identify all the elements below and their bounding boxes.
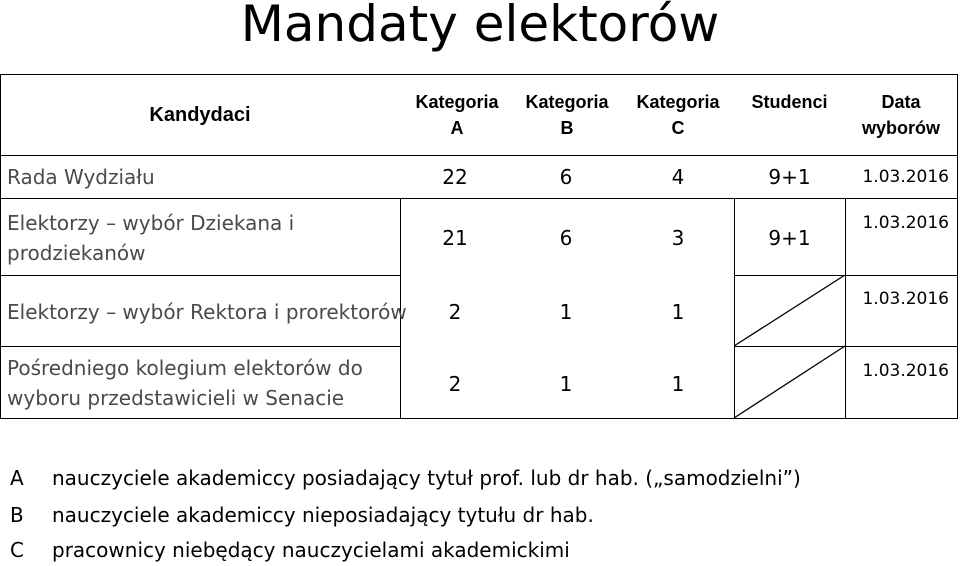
row4-kategoria-a: 2 bbox=[448, 372, 462, 396]
legend-text: nauczyciele akademiccy nieposiadający tytułu dr hab. bbox=[52, 503, 594, 527]
row2-kategoria-c: 3 bbox=[671, 226, 685, 250]
header-kategoria-c: Kategoria C bbox=[636, 91, 720, 138]
page-title: Mandaty elektorów bbox=[240, 0, 720, 53]
row1-kategoria-a: 22 bbox=[442, 164, 468, 189]
row4-kategoria-c: 1 bbox=[671, 372, 685, 396]
header-data-wyborow: Data wyborów bbox=[861, 91, 940, 138]
legend-key: B bbox=[10, 503, 24, 527]
row1-studenci: 9+1 bbox=[768, 164, 811, 189]
header-studenci: Studenci bbox=[751, 91, 828, 112]
row4-date: 1.03.2016 bbox=[862, 361, 949, 381]
header-kandydaci: Kandydaci bbox=[149, 103, 251, 126]
row-label-rada-wydzialu: Rada Wydziału bbox=[7, 164, 155, 189]
row3-kategoria-a: 2 bbox=[448, 300, 462, 324]
header-kategoria-a: Kategoria A bbox=[415, 91, 499, 138]
legend-key: C bbox=[10, 538, 24, 562]
legend-key: A bbox=[10, 466, 24, 490]
studenci-not-applicable-marks bbox=[734, 275, 846, 419]
table-rule-row3-label bbox=[0, 346, 400, 347]
row2-studenci: 9+1 bbox=[768, 226, 811, 250]
row3-kategoria-c: 1 bbox=[671, 300, 685, 324]
diagonal-strike-row3 bbox=[734, 275, 845, 346]
row2-date: 1.03.2016 bbox=[862, 213, 949, 233]
row1-kategoria-b: 6 bbox=[559, 164, 573, 189]
row4-kategoria-b: 1 bbox=[559, 372, 573, 396]
row-label-elektorzy-dziekan: Elektorzy – wybór Dziekana i prodziekanów bbox=[7, 210, 295, 265]
diagonal-strike-row4 bbox=[734, 346, 845, 418]
row2-kategoria-b: 6 bbox=[559, 226, 573, 250]
row1-date: 1.03.2016 bbox=[862, 166, 949, 187]
row3-kategoria-b: 1 bbox=[559, 300, 573, 324]
legend-text: nauczyciele akademiccy posiadający tytuł prof. lub dr hab. („samodzielni”) bbox=[52, 466, 801, 490]
table-rule-row2-label bbox=[0, 275, 400, 276]
row3-date: 1.03.2016 bbox=[862, 289, 949, 309]
row-label-elektorzy-rektor: Elektorzy – wybór Rektora i prorektorów bbox=[7, 299, 407, 324]
row1-kategoria-c: 4 bbox=[671, 164, 685, 189]
mandates-table bbox=[0, 74, 958, 419]
row-label-kolegium-senat: Pośredniego kolegium elektorów do wyboru przedstawicieli w Senacie bbox=[7, 356, 363, 410]
row2-kategoria-a: 21 bbox=[442, 226, 468, 250]
header-kategoria-b: Kategoria B bbox=[525, 91, 609, 138]
legend-text: pracownicy niebędący nauczycielami akademickimi bbox=[52, 538, 570, 562]
